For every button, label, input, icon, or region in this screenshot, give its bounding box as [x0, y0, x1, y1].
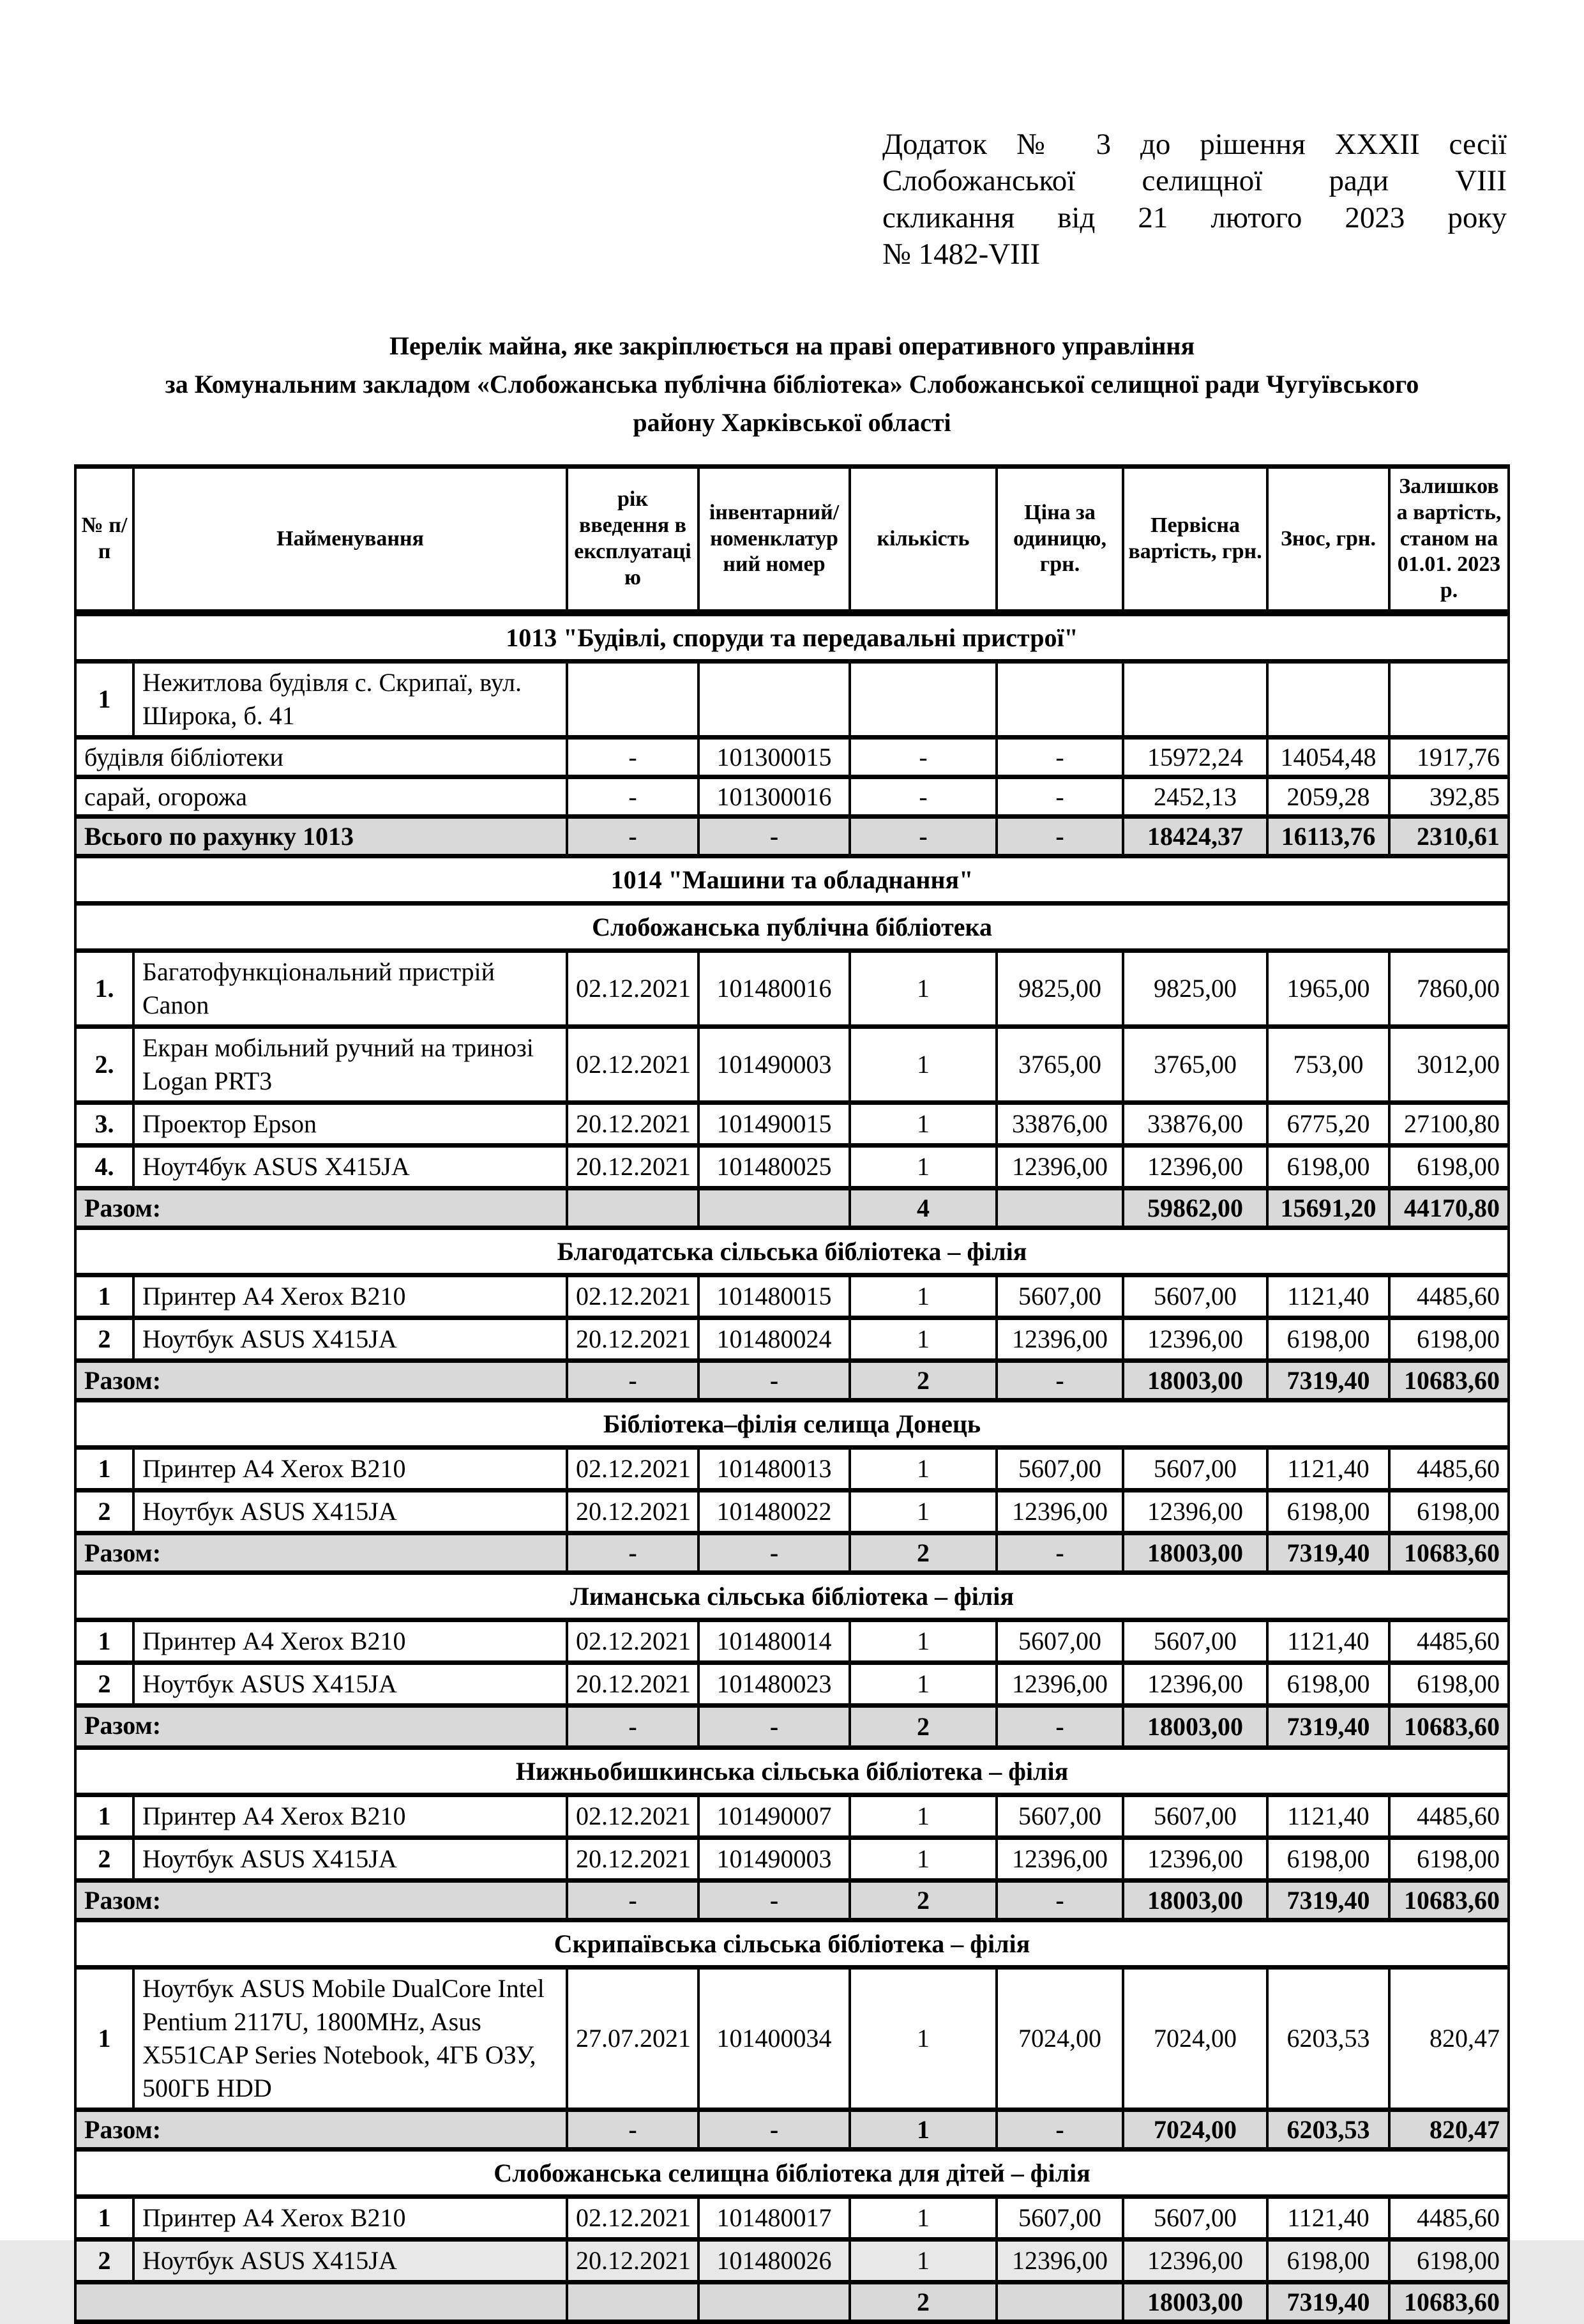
cell-initial-value: 18003,00	[1123, 1880, 1267, 1920]
cell-year: -	[567, 1705, 698, 1747]
library-subsection-row	[75, 1572, 1509, 1620]
cell-number: 1	[75, 1275, 133, 1318]
cell-name: Принтер А4 Xerox B210	[133, 1275, 567, 1318]
cell-label: Разом:	[75, 1533, 567, 1572]
cell-inventory-number: 101480017	[698, 2196, 850, 2239]
item-row	[75, 1837, 1509, 1880]
cell-initial-value: 18003,00	[1123, 2282, 1267, 2321]
total-row	[75, 2282, 1509, 2321]
item-row	[75, 1490, 1509, 1533]
cell-unit-price	[997, 2282, 1123, 2321]
appendix-note-line: Слобожанської селищної ради VIII	[882, 164, 1507, 198]
cell-unit-price: 12396,00	[997, 2239, 1123, 2282]
cell-unit-price: -	[997, 816, 1123, 856]
cell-inventory-number: 101490003	[698, 1837, 850, 1880]
cell-wear: 7319,40	[1267, 1880, 1389, 1920]
cell-initial-value: 12396,00	[1123, 1837, 1267, 1880]
column-header: Залишкова вартість, станом на 01.01. 2023 р.	[1389, 467, 1509, 613]
cell-unit-price: 12396,00	[997, 1490, 1123, 1533]
appendix-note-line: скликання від 21 лютого 2023 року	[882, 201, 1507, 234]
cell-unit-price	[997, 661, 1123, 737]
cell-wear: 6203,53	[1267, 1967, 1389, 2109]
section-title: Слобожанська публічна бібліотека	[75, 903, 1509, 950]
cell-year: -	[567, 1880, 698, 1920]
cell-residual-value: 27100,80	[1389, 1102, 1509, 1145]
cell-quantity: 1	[850, 1275, 997, 1318]
cell-inventory-number: -	[698, 1533, 850, 1572]
cell-name: Принтер А4 Xerox B210	[133, 1795, 567, 1837]
cell-name: Ноутбук ASUS X415JA	[133, 1837, 567, 1880]
cell-residual-value: 3012,00	[1389, 1026, 1509, 1102]
cell-unit-price: -	[997, 1705, 1123, 1747]
item-row	[75, 1318, 1509, 1360]
cell-inventory-number: 101490007	[698, 1795, 850, 1837]
cell-unit-price: 9825,00	[997, 950, 1123, 1026]
cell-initial-value: 18003,00	[1123, 1533, 1267, 1572]
cell-name: Принтер А4 Xerox B210	[133, 1447, 567, 1490]
cell-year	[567, 661, 698, 737]
cell-year: 02.12.2021	[567, 1026, 698, 1102]
library-subsection-row	[75, 1747, 1509, 1795]
cell-quantity: 1	[850, 1662, 997, 1705]
cell-year: -	[567, 737, 698, 777]
cell-initial-value: 59862,00	[1123, 1188, 1267, 1227]
cell-initial-value: 3765,00	[1123, 1026, 1267, 1102]
total-row	[75, 2109, 1509, 2149]
cell-number: 1	[75, 1967, 133, 2109]
cell-year: 20.12.2021	[567, 1662, 698, 1705]
cell-unit-price: 5607,00	[997, 1795, 1123, 1837]
item-row	[75, 1662, 1509, 1705]
cell-unit-price: -	[997, 1533, 1123, 1572]
cell-quantity: 1	[850, 2196, 997, 2239]
cell-quantity: 1	[850, 1102, 997, 1145]
cell-inventory-number: 101490015	[698, 1102, 850, 1145]
cell-residual-value: 6198,00	[1389, 1490, 1509, 1533]
cell-residual-value: 2310,61	[1389, 816, 1509, 856]
total-row	[75, 1188, 1509, 1227]
cell-residual-value: 44170,80	[1389, 1188, 1509, 1227]
cell-name: Ноут4бук ASUS X415JA	[133, 1145, 567, 1188]
cell-number: 2	[75, 1662, 133, 1705]
cell-initial-value: 7024,00	[1123, 1967, 1267, 2109]
cell-quantity: 2	[850, 1533, 997, 1572]
cell-wear: 6198,00	[1267, 1145, 1389, 1188]
cell-year: 02.12.2021	[567, 1275, 698, 1318]
appendix-note	[882, 126, 1507, 273]
cell-inventory-number: 101480013	[698, 1447, 850, 1490]
cell-residual-value: 4485,60	[1389, 1447, 1509, 1490]
cell-unit-price: -	[997, 1880, 1123, 1920]
cell-quantity: 1	[850, 1318, 997, 1360]
cell-name: Нежитлова будівля с. Скрипаї, вул. Широка, б. 41	[133, 661, 567, 737]
document-title-line: за Комунальним закладом «Слобожанська публічна бібліотека» Слобожанської селищної ради Чугуївського	[165, 370, 1419, 399]
cell-residual-value: 10683,60	[1389, 2282, 1509, 2321]
library-subsection-row	[75, 1400, 1509, 1447]
account-section-row	[75, 856, 1509, 903]
item-row	[75, 737, 1509, 777]
cell-initial-value: 12396,00	[1123, 1318, 1267, 1360]
item-row	[75, 1145, 1509, 1188]
item-row	[75, 1102, 1509, 1145]
cell-wear: 7319,40	[1267, 1705, 1389, 1747]
item-row	[75, 2239, 1509, 2282]
cell-initial-value: 18003,00	[1123, 1360, 1267, 1400]
appendix-note-line: № 1482-VIII	[882, 237, 1041, 271]
cell-residual-value: 6198,00	[1389, 1145, 1509, 1188]
cell-unit-price: 33876,00	[997, 1102, 1123, 1145]
cell-quantity: 4	[850, 1188, 997, 1227]
cell-residual-value: 10683,60	[1389, 1533, 1509, 1572]
cell-initial-value: 15972,24	[1123, 737, 1267, 777]
cell-number: 3.	[75, 1102, 133, 1145]
cell-residual-value: 6198,00	[1389, 1318, 1509, 1360]
cell-wear: 6198,00	[1267, 1662, 1389, 1705]
cell-initial-value: 5607,00	[1123, 1620, 1267, 1662]
cell-label: Разом:	[75, 1188, 567, 1227]
cell-number: 2.	[75, 1026, 133, 1102]
cell-residual-value: 10683,60	[1389, 1360, 1509, 1400]
total-row	[75, 816, 1509, 856]
item-row	[75, 2196, 1509, 2239]
cell-inventory-number: 101300015	[698, 737, 850, 777]
cell-label: Разом:	[75, 1880, 567, 1920]
cell-initial-value: 5607,00	[1123, 2196, 1267, 2239]
cell-wear: 6775,20	[1267, 1102, 1389, 1145]
cell-unit-price: 12396,00	[997, 1837, 1123, 1880]
cell-name: Багатофункціональний пристрій Canon	[133, 950, 567, 1026]
cell-number: 1	[75, 2196, 133, 2239]
cell-wear: 1121,40	[1267, 1795, 1389, 1837]
library-subsection-row	[75, 903, 1509, 950]
cell-number: 2	[75, 1318, 133, 1360]
cell-initial-value: 7024,00	[1123, 2109, 1267, 2149]
cell-name: Екран мобільний ручний на тринозі Logan PRT3	[133, 1026, 567, 1102]
cell-year	[567, 2282, 698, 2321]
item-row	[75, 661, 1509, 737]
cell-year: -	[567, 1360, 698, 1400]
cell-year: 02.12.2021	[567, 2196, 698, 2239]
cell-year: 20.12.2021	[567, 2239, 698, 2282]
column-header: Первісна вартість, грн.	[1123, 467, 1267, 613]
cell-year: 02.12.2021	[567, 950, 698, 1026]
cell-quantity: 1	[850, 2239, 997, 2282]
total-row	[75, 1705, 1509, 1747]
cell-initial-value: 5607,00	[1123, 1795, 1267, 1837]
section-title: Слобожанська селищна бібліотека для дітей – філія	[75, 2149, 1509, 2196]
cell-unit-price: -	[997, 2109, 1123, 2149]
cell-wear: 2059,28	[1267, 777, 1389, 816]
cell-wear: 6198,00	[1267, 1318, 1389, 1360]
cell-quantity: 1	[850, 1447, 997, 1490]
cell-year: 02.12.2021	[567, 1447, 698, 1490]
cell-residual-value: 10683,60	[1389, 1880, 1509, 1920]
library-subsection-row	[75, 1227, 1509, 1275]
cell-number: 2	[75, 1490, 133, 1533]
cell-initial-value: 12396,00	[1123, 1490, 1267, 1533]
cell-initial-value: 12396,00	[1123, 1145, 1267, 1188]
cell-name: Ноутбук ASUS Mobile DualCore Intel Pentium 2117U, 1800MHz, Asus X551CAP Series Notebook, 4ГБ ОЗУ, 500ГБ HDD	[133, 1967, 567, 2109]
cell-year: 20.12.2021	[567, 1102, 698, 1145]
cell-inventory-number	[698, 1188, 850, 1227]
cell-residual-value: 7860,00	[1389, 950, 1509, 1026]
cell-wear: 6203,53	[1267, 2109, 1389, 2149]
cell-wear: 753,00	[1267, 1026, 1389, 1102]
cell-residual-value: 4485,60	[1389, 2196, 1509, 2239]
cell-year: 27.07.2021	[567, 1967, 698, 2109]
cell-initial-value: 12396,00	[1123, 2239, 1267, 2282]
cell-quantity: 2	[850, 1360, 997, 1400]
cell-quantity: 1	[850, 2109, 997, 2149]
item-row	[75, 777, 1509, 816]
cell-number: 1	[75, 1795, 133, 1837]
cell-label: будівля бібліотеки	[75, 737, 567, 777]
table-body	[75, 612, 1509, 2321]
table-header	[75, 467, 1509, 613]
account-section-row	[75, 612, 1509, 661]
cell-initial-value: 9825,00	[1123, 950, 1267, 1026]
cell-residual-value: 4485,60	[1389, 1620, 1509, 1662]
cell-inventory-number: 101480025	[698, 1145, 850, 1188]
cell-inventory-number: 101480026	[698, 2239, 850, 2282]
column-header: Найменування	[133, 467, 567, 613]
cell-unit-price: 12396,00	[997, 1318, 1123, 1360]
cell-inventory-number: -	[698, 816, 850, 856]
cell-unit-price	[997, 1188, 1123, 1227]
library-subsection-row	[75, 1920, 1509, 1967]
cell-quantity	[850, 661, 997, 737]
column-header: Знос, грн.	[1267, 467, 1389, 613]
cell-name: Ноутбук ASUS X415JA	[133, 1662, 567, 1705]
cell-inventory-number: 101490003	[698, 1026, 850, 1102]
cell-quantity: 1	[850, 1620, 997, 1662]
cell-name: Ноутбук ASUS X415JA	[133, 1318, 567, 1360]
item-row	[75, 1026, 1509, 1102]
cell-wear: 1121,40	[1267, 1620, 1389, 1662]
cell-initial-value: 18424,37	[1123, 816, 1267, 856]
cell-inventory-number: -	[698, 2109, 850, 2149]
cell-year	[567, 1188, 698, 1227]
column-header: інвентарний/ номенклатур ний номер	[698, 467, 850, 613]
cell-inventory-number: -	[698, 1705, 850, 1747]
cell-inventory-number: -	[698, 1360, 850, 1400]
total-row	[75, 1880, 1509, 1920]
cell-wear: 7319,40	[1267, 1533, 1389, 1572]
cell-year: 20.12.2021	[567, 1490, 698, 1533]
cell-wear: 16113,76	[1267, 816, 1389, 856]
cell-wear	[1267, 661, 1389, 737]
cell-name: Принтер А4 Xerox B210	[133, 2196, 567, 2239]
cell-residual-value: 1917,76	[1389, 737, 1509, 777]
inventory-table	[74, 464, 1510, 2324]
cell-residual-value: 4485,60	[1389, 1795, 1509, 1837]
cell-label: Разом:	[75, 1705, 567, 1747]
section-title: Лиманська сільська бібліотека – філія	[75, 1572, 1509, 1620]
cell-wear: 1121,40	[1267, 1275, 1389, 1318]
cell-unit-price: 5607,00	[997, 1620, 1123, 1662]
cell-label	[75, 2282, 567, 2321]
cell-label: Всього по рахунку 1013	[75, 816, 567, 856]
cell-unit-price: 5607,00	[997, 1447, 1123, 1490]
cell-quantity: 1	[850, 1837, 997, 1880]
cell-year: 02.12.2021	[567, 1620, 698, 1662]
cell-inventory-number: 101480016	[698, 950, 850, 1026]
cell-quantity: -	[850, 777, 997, 816]
cell-quantity: 1	[850, 1026, 997, 1102]
total-row	[75, 1360, 1509, 1400]
cell-quantity: -	[850, 737, 997, 777]
cell-inventory-number: -	[698, 1880, 850, 1920]
cell-number: 4.	[75, 1145, 133, 1188]
cell-quantity: 1	[850, 1145, 997, 1188]
cell-wear: 6198,00	[1267, 1837, 1389, 1880]
section-title: Бібліотека–філія селища Донець	[75, 1400, 1509, 1447]
cell-unit-price: 12396,00	[997, 1145, 1123, 1188]
cell-wear: 1965,00	[1267, 950, 1389, 1026]
cell-name: Ноутбук ASUS X415JA	[133, 1490, 567, 1533]
cell-wear: 7319,40	[1267, 2282, 1389, 2321]
item-row	[75, 1967, 1509, 2109]
cell-residual-value: 392,85	[1389, 777, 1509, 816]
cell-quantity: 1	[850, 950, 997, 1026]
cell-name: Ноутбук ASUS X415JA	[133, 2239, 567, 2282]
column-header: кількість	[850, 467, 997, 613]
cell-year: -	[567, 816, 698, 856]
cell-quantity: 1	[850, 1490, 997, 1533]
column-header: Ціна за одиницю, грн.	[997, 467, 1123, 613]
section-title: Скрипаївська сільська бібліотека – філія	[75, 1920, 1509, 1967]
cell-year: 20.12.2021	[567, 1145, 698, 1188]
section-title: Нижньобишкинська сільська бібліотека – філія	[75, 1747, 1509, 1795]
item-row	[75, 1795, 1509, 1837]
cell-quantity: 1	[850, 1967, 997, 2109]
cell-inventory-number: 101480015	[698, 1275, 850, 1318]
cell-inventory-number	[698, 661, 850, 737]
cell-quantity: 1	[850, 1795, 997, 1837]
cell-inventory-number: 101480023	[698, 1662, 850, 1705]
cell-inventory-number: 101400034	[698, 1967, 850, 2109]
library-subsection-row	[75, 2149, 1509, 2196]
item-row	[75, 1275, 1509, 1318]
cell-unit-price: 3765,00	[997, 1026, 1123, 1102]
document-title-line: району Харківської області	[633, 408, 951, 437]
appendix-note-line: Додаток № 3 до рішення XXXII сесії	[882, 128, 1507, 161]
item-row	[75, 1447, 1509, 1490]
cell-label: сарай, огорожа	[75, 777, 567, 816]
cell-residual-value: 6198,00	[1389, 1662, 1509, 1705]
cell-unit-price: 5607,00	[997, 2196, 1123, 2239]
cell-residual-value: 820,47	[1389, 2109, 1509, 2149]
cell-name: Проектор Epson	[133, 1102, 567, 1145]
cell-inventory-number: 101480022	[698, 1490, 850, 1533]
cell-name: Принтер А4 Xerox B210	[133, 1620, 567, 1662]
cell-number: 1.	[75, 950, 133, 1026]
cell-wear: 14054,48	[1267, 737, 1389, 777]
cell-inventory-number: 101300016	[698, 777, 850, 816]
document-title	[77, 327, 1507, 442]
section-title: 1014 "Машини та обладнання"	[75, 856, 1509, 903]
cell-residual-value: 4485,60	[1389, 1275, 1509, 1318]
cell-label: Разом:	[75, 1360, 567, 1400]
cell-initial-value: 5607,00	[1123, 1447, 1267, 1490]
cell-year: 20.12.2021	[567, 1318, 698, 1360]
cell-unit-price: -	[997, 777, 1123, 816]
cell-wear: 6198,00	[1267, 2239, 1389, 2282]
document-title-line: Перелік майна, яке закріплюється на праві оперативного управління	[389, 331, 1195, 360]
cell-unit-price: 7024,00	[997, 1967, 1123, 2109]
item-row	[75, 1620, 1509, 1662]
cell-initial-value: 18003,00	[1123, 1705, 1267, 1747]
cell-year: 02.12.2021	[567, 1795, 698, 1837]
cell-unit-price: -	[997, 737, 1123, 777]
cell-unit-price: -	[997, 1360, 1123, 1400]
cell-year: -	[567, 777, 698, 816]
cell-inventory-number: 101480024	[698, 1318, 850, 1360]
cell-residual-value: 6198,00	[1389, 2239, 1509, 2282]
cell-residual-value: 10683,60	[1389, 1705, 1509, 1747]
section-title: Благодатська сільська бібліотека – філія	[75, 1227, 1509, 1275]
cell-quantity: 2	[850, 1705, 997, 1747]
cell-initial-value: 33876,00	[1123, 1102, 1267, 1145]
cell-unit-price: 12396,00	[997, 1662, 1123, 1705]
section-title: 1013 "Будівлі, споруди та передавальні пристрої"	[75, 612, 1509, 661]
cell-unit-price: 5607,00	[997, 1275, 1123, 1318]
cell-wear: 1121,40	[1267, 2196, 1389, 2239]
column-header-row	[75, 467, 1509, 613]
cell-residual-value: 820,47	[1389, 1967, 1509, 2109]
cell-quantity: -	[850, 816, 997, 856]
cell-initial-value: 2452,13	[1123, 777, 1267, 816]
cell-number: 1	[75, 1620, 133, 1662]
cell-residual-value: 6198,00	[1389, 1837, 1509, 1880]
cell-wear: 1121,40	[1267, 1447, 1389, 1490]
cell-number: 1	[75, 1447, 133, 1490]
cell-wear: 15691,20	[1267, 1188, 1389, 1227]
cell-inventory-number	[698, 2282, 850, 2321]
cell-initial-value	[1123, 661, 1267, 737]
cell-initial-value: 12396,00	[1123, 1662, 1267, 1705]
cell-number: 1	[75, 661, 133, 737]
cell-number: 2	[75, 1837, 133, 1880]
cell-quantity: 2	[850, 1880, 997, 1920]
item-row	[75, 950, 1509, 1026]
cell-wear: 6198,00	[1267, 1490, 1389, 1533]
total-row	[75, 1533, 1509, 1572]
cell-quantity: 2	[850, 2282, 997, 2321]
cell-inventory-number: 101480014	[698, 1620, 850, 1662]
cell-year: -	[567, 2109, 698, 2149]
cell-initial-value: 5607,00	[1123, 1275, 1267, 1318]
column-header: № п/п	[75, 467, 133, 613]
cell-year: -	[567, 1533, 698, 1572]
cell-year: 20.12.2021	[567, 1837, 698, 1880]
cell-label: Разом:	[75, 2109, 567, 2149]
cell-number: 2	[75, 2239, 133, 2282]
cell-residual-value	[1389, 661, 1509, 737]
cell-wear: 7319,40	[1267, 1360, 1389, 1400]
column-header: рік введення в експлуатацію	[567, 467, 698, 613]
